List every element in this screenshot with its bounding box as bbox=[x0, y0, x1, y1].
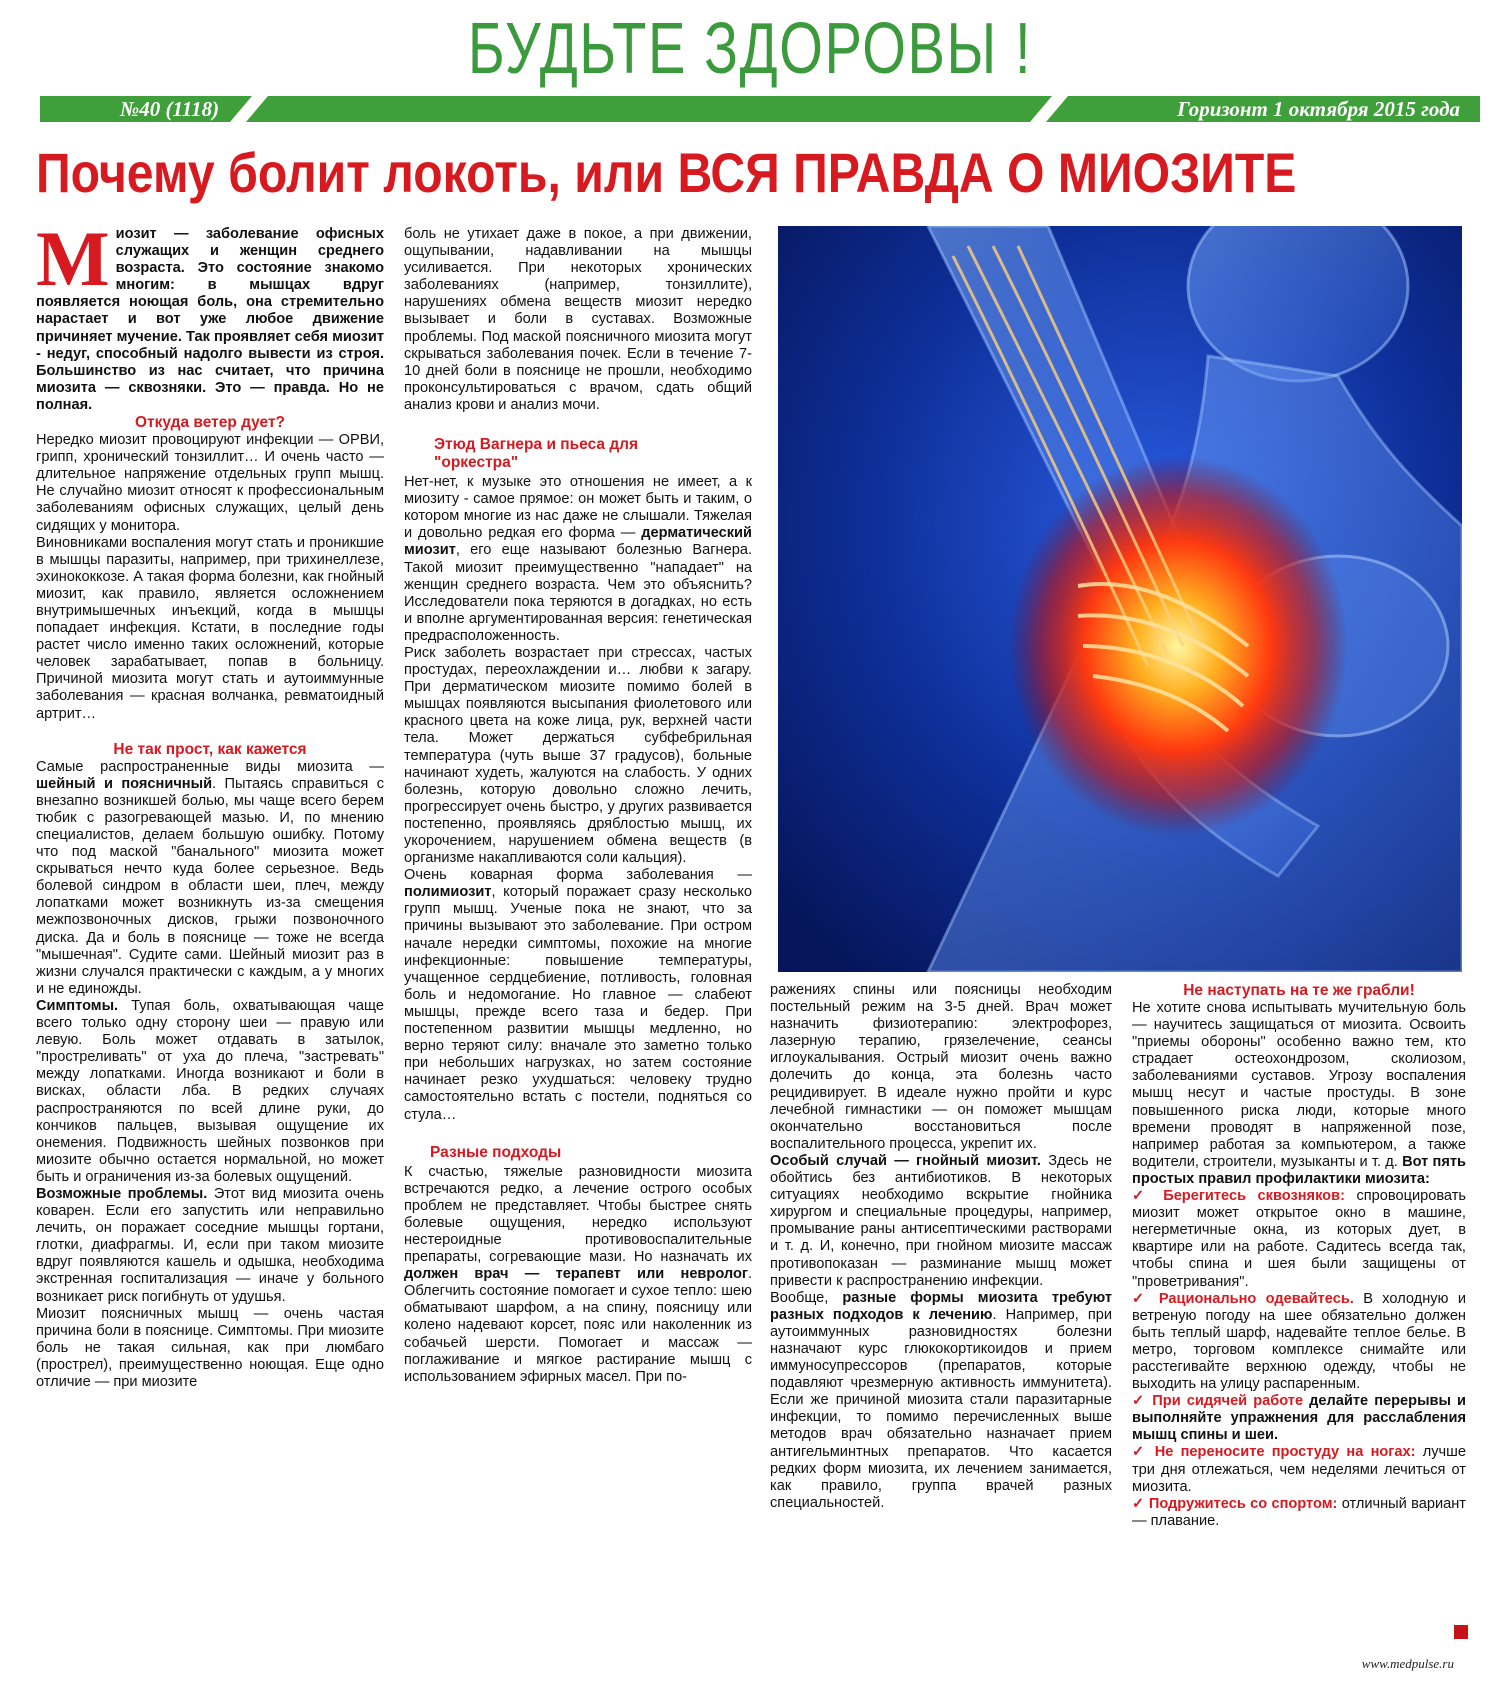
text-run: К счастью, тяжелые разновидности миозита встречаются редко, а лечение острого особых проблем не представляет. Чтобы быстрее снять болевые ощущения, нередко используют нестероидные противовоспалительные препараты, согревающие мази. Но назначать их bbox=[404, 1163, 752, 1266]
subheading-wind: Откуда ветер дует? bbox=[134, 414, 286, 432]
tip-text: отличный вариант — плавание. bbox=[1132, 1495, 1466, 1529]
bold-run: должен врач — терапевт или невролог bbox=[404, 1266, 748, 1283]
dateline: Горизонт 1 октября 2015 года bbox=[1177, 97, 1460, 121]
tip-item bbox=[1132, 1444, 1466, 1495]
paragraph bbox=[36, 1186, 384, 1306]
bold-run: Особый случай — гнойный миозит. bbox=[770, 1152, 1041, 1169]
text-run: Тупая боль, охватывающая чаще всего только одну сторону шеи — правую или левую. Боль может отдавать в затылок, "простреливать" от уха до плеча, "застревать" между лопатками. Иногда возникают и боли в висках, области лба. В редких случаях распространяются по всей длине руки, до кончиков пальцев, вызывая ощущение их онемения. Подвижность шейных позвонков при миозите обычно остается нормальной, но может быть и ограничения из-за болевых ощущений. bbox=[36, 997, 384, 1185]
bold-run: полимиозит bbox=[404, 884, 492, 901]
bold-run: Вот пять простых правил профилактики миозита: bbox=[1132, 1153, 1466, 1187]
text-run: Вообще, bbox=[770, 1289, 843, 1306]
elbow-pain-illustration bbox=[778, 226, 1462, 972]
end-square-icon bbox=[1454, 1625, 1468, 1639]
tip-item bbox=[1132, 1188, 1466, 1291]
paragraph bbox=[770, 1290, 1112, 1512]
text-run: , который поражает сразу несколько групп мышц. Ученые пока не знают, что за причины вызывают это заболевание. При остром начале нередки симптомы, похожие на многие инфекционные: повышение температуры, учащенное сердцебиение, потливость, головная боль и недомогание. Но главное — слабеют мышцы, прежде всего таза и бедер. При постепенном развитии мышцы медленно, но верно теряют силу: вначале это заметно только при небольших нагрузках, но затем состояние начинает резко ухудшаться: человеку трудно самостоятельно встать с постели, подняться со стула… bbox=[404, 884, 752, 1123]
paragraph bbox=[404, 867, 752, 1123]
text-run: Очень коварная форма заболевания — bbox=[404, 867, 752, 884]
paragraph bbox=[404, 1164, 752, 1386]
bold-run: шейный и поясничный bbox=[36, 775, 213, 792]
paragraph: Виновниками воспаления могут стать и проникшие в мышцы паразиты, например, при трихинеллезе, эхинококкозе. А такая форма болезни, как гнойный миозит, как правило, является осложнением внутримышечных инъекций, когда в мышцы попадает инфекция. Кстати, в последние годы растет число именно таких осложнений, которые человек зарабатывает, попав в больницу. Причиной миозита могут стать и аутоиммунные заболевания — красная волчанка, ревматоидный артрит… bbox=[36, 534, 384, 722]
paragraph bbox=[36, 998, 384, 1186]
tip-title: Рационально одевайтесь. bbox=[1158, 1290, 1354, 1307]
headline bbox=[36, 138, 1297, 208]
hero-illustration bbox=[778, 226, 1462, 972]
footer-url: www.medpulse.ru bbox=[1361, 1656, 1454, 1671]
lead-text: иозит — заболевание офисных служащих и женщин среднего возраста. Это состояние знакомо многим: в мышцах вдруг появляется ноющая боль, она стремительно нарастает и вот уже любое движение причиняет мучение. Так проявляет себя миозит - недуг, способный надолго вывести из строя. Большинство из нас считает, что причина миозита — сквозняки. Это — правда. Но не полная. bbox=[36, 226, 384, 413]
paragraph: боль не утихает даже в покое, а при движении, ощупывании, надавливании на мышцы усиливается. При некоторых хронических заболеваниях (например, тонзиллите), нарушениях обмена веществ миозит нередко вызывает и боли в суставах. Возможные проблемы. Под маской поясничного миозита могут скрываться заболевания почек. Если в течение 7-10 дней боли в пояснице не прошли, необходимо проконсультироваться с врачом, сдать общий анализ крови и анализ мочи. bbox=[404, 226, 752, 413]
issue-number: №40 (1118) bbox=[120, 97, 220, 121]
paragraph bbox=[770, 1153, 1112, 1290]
tip-text: делайте перерывы и выполняйте упражнения для расслабления мышц спины и шеи. bbox=[1132, 1393, 1466, 1444]
paragraph bbox=[1132, 1000, 1466, 1188]
column-4 bbox=[1132, 982, 1466, 1530]
text-run: . Например, при аутоиммунных разновидностях болезни назначают курс глюкокортикоидов и прием иммуносупрессоров (препаратов, которые подавляют чрезмерную активность иммунитета). Если же причиной миозита стали паразитарные инфекции, то помимо перечисленных выше методов врач обязательно назначает прием антигельминтных препаратов. Что касается редких форм миозита, их лечением занимается, как правило, группа врачей разных специальностей. bbox=[770, 1306, 1113, 1511]
tip-item bbox=[1132, 1393, 1466, 1444]
tip-text: лучше три дня отлежаться, чем неделями лечиться от миозита. bbox=[1132, 1444, 1466, 1495]
text-run: Здесь не обойтись без антибиотиков. В некоторых ситуациях необходимо вскрытие гнойника хирургом и специальные процедуры, например, промывание раны антисептическими растворами и т. д. И, конечно, при гнойном миозите массаж противопоказан — разминание мышц может привести к распространению инфекции. bbox=[770, 1152, 1112, 1289]
bold-run: разные формы миозита требуют разных подходов к лечению bbox=[770, 1289, 1112, 1323]
tip-item bbox=[1132, 1291, 1466, 1394]
paragraph bbox=[404, 474, 752, 645]
text-run: , его еще называют болезнью Вагнера. Такой миозит преимущественно "нападает" на женщин среднего возраста. Чем это объяснить? Исследователи пока теряются в догадках, но есть и вполне аргументированная версия: генетическая предрасположенность. bbox=[404, 542, 752, 644]
check-icon: ✓ bbox=[1132, 1393, 1147, 1410]
paragraph: Риск заболеть возрастает при стрессах, частых простудах, переохлаждении и… любви к загару. При дерматическом миозите помимо болей в мышцах появляются высыпания фиолетового или красного цвета на коже лица, рук, верхней части тела. Может держаться субфебрильная температура (чуть выше 37 градусов), больные начинают худеть, жалуются на слабость. У одних болезнь, которую довольно сложно лечить, прогрессирует очень быстро, у других развивается постепенно, проявляясь дряблостью мышц, их укорочением, нарушением обмена веществ (в организме накапливаются соли кальция). bbox=[404, 644, 752, 867]
column-3 bbox=[770, 982, 1112, 1512]
subheading-wagner: Этюд Вагнера и пьеса для "оркестра" bbox=[434, 436, 639, 472]
subheading-approaches: Разные подходы bbox=[430, 1143, 562, 1161]
bold-run: Возможные проблемы. bbox=[36, 1185, 208, 1202]
bold-run: Симптомы. bbox=[36, 997, 119, 1014]
text-run: Нет-нет, к музыке это отношения не имеет, а к миозиту - самое прямое: он может быть и таким, о котором многие из нас даже не слышали. Тяжелая и довольно редкая его форма — bbox=[404, 474, 752, 542]
text-run: . Пытаясь справиться с внезапно возникшей болью, мы чаще всего берем тюбик с разогревающей мазью. И, по мнению специалистов, делаем большую ошибку. Потому что под маской "банального" миозита может скрываться нечто куда более серьезное. Ведь болевой синдром в области шеи, плеч, между лопатками может возникнуть из-за смещения межпозвоночных дисков, грыжи позвоночного диска. Да и боль в пояснице — тоже не всегда "мышечная". Судите сами. Шейный миозит раз в жизни случался практически с каждым, а у многих и не единожды. bbox=[36, 775, 384, 997]
masthead-title: БУДЬТЕ ЗДОРОВЫ ! bbox=[467, 9, 1033, 89]
text-run: Самые распространенные виды миозита — bbox=[36, 758, 384, 775]
paragraph: ражениях спины или поясницы необходим постельный режим на 3-5 дней. Врач может назначить физиотерапию: электрофорез, лазерную терапию, грязелечение, сеансы иглоукалывания. Острый миозит очень важно долечить до конца, эта болезнь часто рецидивирует. В идеале нужно пройти и курс лечебной гимнастики — он поможет мышцам окончательно восстановиться после воспалительного процесса, укрепит их. bbox=[770, 982, 1112, 1152]
lead-paragraph bbox=[36, 215, 384, 414]
column-2 bbox=[404, 226, 752, 1386]
column-1 bbox=[36, 215, 384, 1391]
paragraph: Миозит поясничных мышц — очень частая причина боли в пояснице. Симптомы. При миозите боль не такая сильная, как при люмбаго (прострел), преимущественно ноющая. Еще одно отличие — при миозите bbox=[36, 1305, 384, 1390]
tip-title: Подружитесь со спортом: bbox=[1148, 1495, 1338, 1512]
subheading-not-simple: Не так прост, как кажется bbox=[113, 740, 307, 758]
drop-cap: М bbox=[36, 215, 110, 302]
headline-part1: Почему болит локоть, или bbox=[36, 141, 678, 204]
check-icon: ✓ bbox=[1132, 1290, 1150, 1307]
check-icon: ✓ bbox=[1132, 1495, 1145, 1512]
paragraph: Нередко миозит провоцируют инфекции — ОРВИ, грипп, хронический тонзиллит… И очень часто — длительное напряжение отдельных групп мышц. Не случайно миозит относят к профессиональным заболеваниям офисных служащих, целый день сидящих у монитора. bbox=[36, 432, 384, 534]
bold-run: дерматический миозит bbox=[404, 525, 752, 559]
headline-part2: ВСЯ ПРАВДА О МИОЗИТЕ bbox=[677, 141, 1297, 204]
subheading-rake: Не наступать на те же грабли! bbox=[1183, 982, 1415, 999]
text-run: Этот вид миозита очень коварен. Если его запустить или неправильно лечить, он поражает соседние мышцы гортани, глотки, диафрагмы. И, если при таком миозите вдруг появляются кашель и одышка, необходима экстренная госпитализация — иначе у больного возникает риск погибнуть от удушья. bbox=[36, 1185, 384, 1305]
tip-text: спровоцировать миозит может открытое окно в машине, негерметичные окна, из которых дует, в квартире или на работе. Садитесь всегда так, чтобы спина и шея были защищены от "проветривания". bbox=[1132, 1188, 1467, 1290]
text-run: . Облегчить состояние помогает и сухое тепло: шею обматывают шарфом, а на спину, поясницу или колено надевают корсет, пояс или наколенник из собачьей шерсти. Помогает и массаж — поглаживание и мягкое растирание мышц с использованием эфирных масел. При по- bbox=[404, 1266, 752, 1385]
tip-title: При сидячей работе bbox=[1152, 1393, 1304, 1410]
check-icon: ✓ bbox=[1132, 1444, 1148, 1461]
paragraph bbox=[36, 759, 384, 998]
tip-text: В холодную и ветреную погоду на шее обязательно должен быть теплый шарф, надевайте теплое белье. В метро, торговом комплексе снимайте или расстегивайте верхнюю одежду, чтобы не выходить на улицу распаренным. bbox=[1132, 1290, 1466, 1393]
tip-item bbox=[1132, 1496, 1466, 1530]
text-run: Не хотите снова испытывать мучительную боль — научитесь защищаться от миозита. Освоить "приемы обороны" особенно важно тем, кто страдает остеохондрозом, сколиозом, заболеваниями суставов. Угрозу воспаления мышц несут и частые простуды. В зоне повышенного риска люди, которые много времени проводят в напряженной позе, например работая за компьютером, а также водители, строители, музыканты и т. д. bbox=[1132, 1000, 1466, 1170]
tip-title: Не переносите простуду на ногах: bbox=[1154, 1444, 1416, 1461]
tip-title: Берегитесь сквозняков: bbox=[1163, 1188, 1345, 1205]
check-icon: ✓ bbox=[1132, 1188, 1152, 1205]
